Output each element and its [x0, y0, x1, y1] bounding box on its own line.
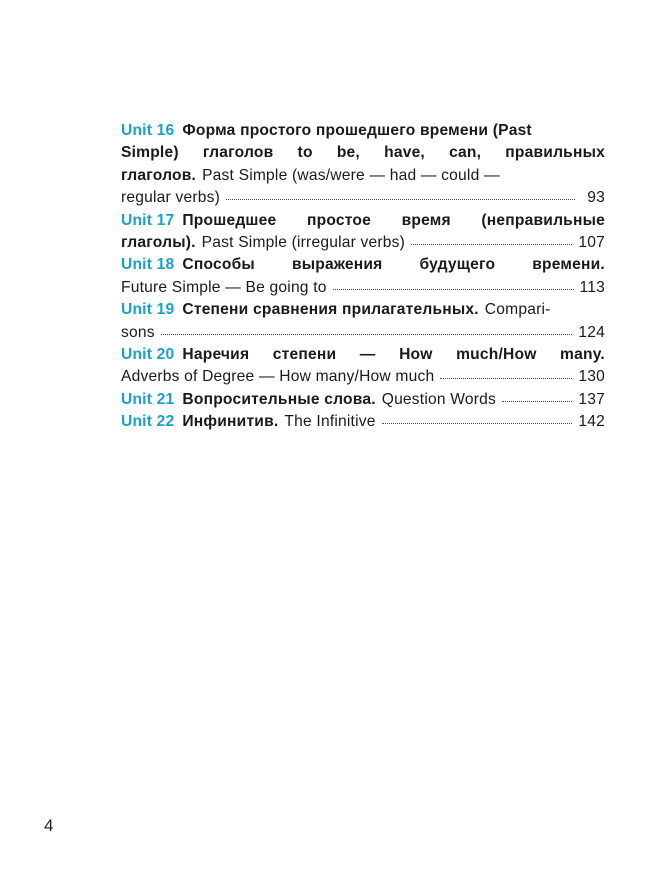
dot-leader: [440, 376, 572, 379]
unit-number: Unit 16: [121, 122, 175, 139]
toc-line: [121, 232, 605, 254]
toc-line: [121, 187, 605, 209]
unit-subtitle: regular verbs): [121, 189, 220, 207]
unit-title: Степени сравнения прилагательных.: [182, 301, 479, 319]
table-of-contents: [121, 120, 605, 434]
unit-title: глаголы).: [121, 234, 196, 252]
title-word: времени.: [532, 256, 605, 274]
unit-title: Инфинитив.: [182, 413, 279, 431]
title-word: Способы: [182, 256, 255, 274]
toc-line: [121, 210, 605, 232]
unit-number: Unit 18: [121, 256, 175, 274]
unit-title: глаголов.: [121, 166, 197, 184]
toc-line: [121, 142, 605, 164]
unit-title: [182, 210, 605, 232]
unit-number: Unit 20: [121, 346, 175, 364]
title-word: Simple): [121, 144, 179, 162]
title-word: время: [401, 211, 451, 229]
unit-subtitle: Past Simple (was/were — had — could —: [202, 166, 500, 184]
dot-leader: [226, 197, 575, 200]
title-word: How: [399, 346, 433, 364]
unit-subtitle: The Infinitive: [284, 413, 376, 431]
title-word: —: [359, 346, 376, 364]
unit-title: Вопросительные слова.: [182, 390, 376, 408]
title-word: правильных: [505, 144, 605, 162]
unit-number: Unit 19: [121, 301, 175, 319]
page-number: 137: [578, 390, 605, 408]
toc-line: [121, 120, 605, 142]
unit-subtitle: Compari-: [484, 301, 551, 319]
unit-subtitle: Adverbs of Degree — How many/How much: [121, 368, 435, 386]
title-word: выражения: [291, 256, 383, 274]
page-number: 113: [579, 278, 605, 296]
dot-leader: [161, 332, 573, 335]
title-word: to: [297, 144, 313, 162]
title-word: have,: [384, 144, 425, 162]
unit-number: Unit 22: [121, 413, 175, 431]
page-number: 107: [578, 234, 605, 252]
toc-line: [121, 299, 605, 321]
title-word: much/How: [456, 346, 537, 364]
toc-line: [121, 165, 605, 187]
title-word: степени: [272, 346, 337, 364]
title-word: простое: [306, 211, 371, 229]
title-word: Прошедшее: [182, 211, 277, 229]
title-word: глаголов: [202, 144, 274, 162]
page-number: 142: [578, 413, 605, 431]
page-number: 130: [578, 368, 605, 386]
title-word: can,: [449, 144, 482, 162]
unit-title: [182, 344, 605, 366]
toc-line: [121, 366, 605, 388]
title-word: many.: [560, 346, 605, 364]
toc-line: [121, 411, 605, 433]
title-word: будущего: [419, 256, 496, 274]
toc-line: [121, 344, 605, 366]
dot-leader: [333, 287, 574, 290]
unit-title: Форма простого прошедшего времени (Past: [182, 122, 532, 139]
dot-leader: [502, 399, 572, 402]
toc-line: [121, 277, 605, 299]
page-number: 93: [587, 189, 605, 207]
unit-subtitle: Future Simple — Be going to: [121, 278, 327, 296]
title-word: be,: [336, 144, 360, 162]
unit-number: Unit 21: [121, 390, 175, 408]
toc-line: [121, 322, 605, 344]
toc-line: [121, 254, 605, 276]
unit-title: [182, 254, 605, 276]
unit-subtitle: Question Words: [381, 390, 497, 408]
unit-subtitle: Past Simple (irregular verbs): [201, 234, 406, 252]
page-folio: 4: [44, 816, 54, 835]
unit-subtitle: sons: [121, 323, 155, 341]
dot-leader: [411, 242, 572, 245]
unit-number: Unit 17: [121, 211, 175, 229]
title-word: (неправильные: [481, 211, 605, 229]
toc-line: [121, 389, 605, 411]
page-number: 124: [578, 323, 605, 341]
title-word: Наречия: [182, 346, 250, 364]
dot-leader: [382, 421, 573, 424]
